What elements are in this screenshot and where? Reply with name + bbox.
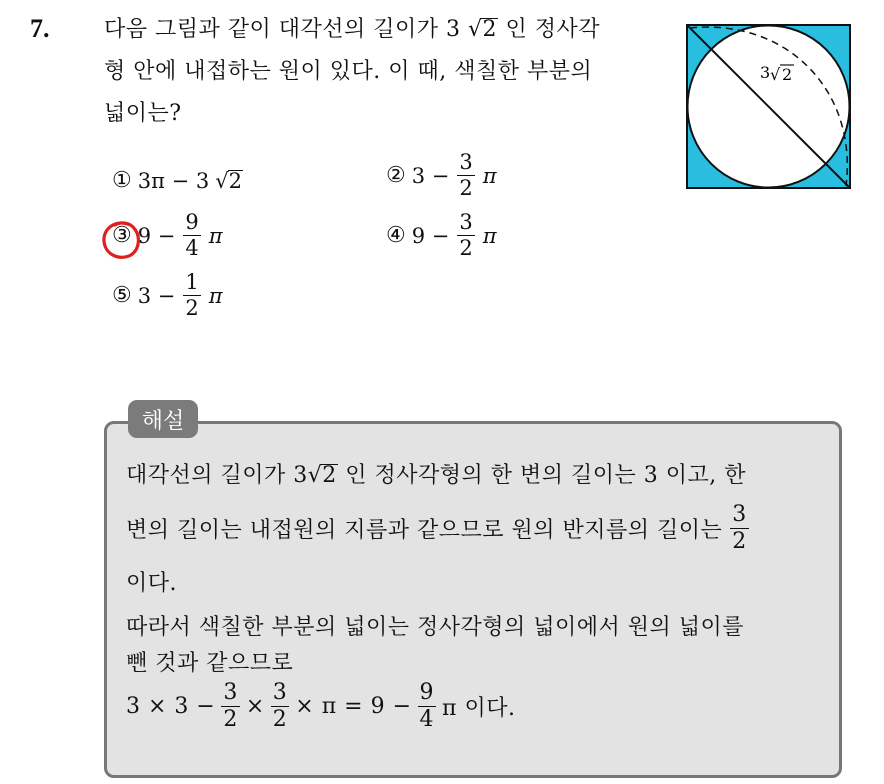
option-4[interactable] <box>386 212 497 259</box>
question-line-3: 넓이는? <box>104 101 182 126</box>
option-2-fraction: $\frac{3}{2}$ <box>459 150 473 200</box>
question-number: 7. <box>30 14 50 43</box>
option-3-mark: ③ <box>112 223 132 248</box>
option-4-fraction: $\frac{3}{2}$ <box>459 210 473 260</box>
question-text-1b: 인 정사각 <box>505 17 601 42</box>
option-2[interactable] <box>386 152 497 199</box>
radius-fraction: $\frac{3}{2}$ <box>732 502 747 554</box>
solution-line-1: 대각선의 길이가 3√2 인 정사각형의 한 변의 길이는 3 이고, 한 <box>126 463 747 488</box>
option-3[interactable] <box>112 212 223 259</box>
solution-line-2: 변의 길이는 내접원의 지름과 같으므로 원의 반지름의 길이는 $\frac{3}{2}$ <box>126 502 747 554</box>
formula-fraction-1: $\frac{3}{2}$ <box>223 680 238 732</box>
square-circle-diagram <box>686 24 852 190</box>
diagonal-label-coef: 3 <box>760 63 771 82</box>
question-line-1: 다음 그림과 같이 대각선의 길이가 3 √2 인 정사각 <box>104 17 601 42</box>
option-3-lead: 9 − <box>137 223 176 248</box>
solution-tag: 해설 <box>128 400 198 438</box>
question-line-2: 형 안에 내접하는 원이 있다. 이 때, 색칠한 부분의 <box>104 59 593 84</box>
question-text-1a: 다음 그림과 같이 대각선의 길이가 3 <box>104 17 461 42</box>
solution-line-4: 따라서 색칠한 부분의 넓이는 정사각형의 넓이에서 원의 넓이를 <box>126 615 745 640</box>
option-4-pi: π <box>482 223 497 248</box>
option-5-pi: π <box>208 283 223 308</box>
option-2-lead: 3 − <box>411 163 450 188</box>
option-3-pi: π <box>208 223 223 248</box>
option-3-fraction: $\frac{9}{4}$ <box>185 210 199 260</box>
option-1-text: 3π − 3 <box>137 168 210 193</box>
formula-fraction-3: $\frac{9}{4}$ <box>419 680 435 732</box>
solution-line-3: 이다. <box>126 571 177 596</box>
solution-line-5: 뺀 것과 같으므로 <box>126 651 294 676</box>
option-1[interactable] <box>112 168 243 193</box>
option-2-pi: π <box>482 163 497 188</box>
diagonal-label-root: 2 <box>782 65 793 84</box>
option-5-fraction: $\frac{1}{2}$ <box>185 270 199 320</box>
option-5-mark: ⑤ <box>112 283 132 308</box>
sqrt-two: 2 <box>482 17 498 42</box>
option-5-lead: 3 − <box>137 283 176 308</box>
formula-fraction-2: $\frac{3}{2}$ <box>272 680 288 732</box>
solution-sqrt: 2 <box>322 463 337 488</box>
option-4-lead: 9 − <box>411 223 450 248</box>
option-2-mark: ② <box>386 163 406 188</box>
option-1-root: √2 <box>215 168 242 193</box>
option-5[interactable] <box>112 272 223 319</box>
diagonal-label-radical: √ <box>770 65 781 84</box>
solution-formula: 3 × 3 − $\frac{3}{2}$ × $\frac{3}{2}$ × π = 9 − $\frac{9}{4}$ π 이다. <box>126 680 516 732</box>
option-1-mark: ① <box>112 168 132 193</box>
option-4-mark: ④ <box>386 223 406 248</box>
